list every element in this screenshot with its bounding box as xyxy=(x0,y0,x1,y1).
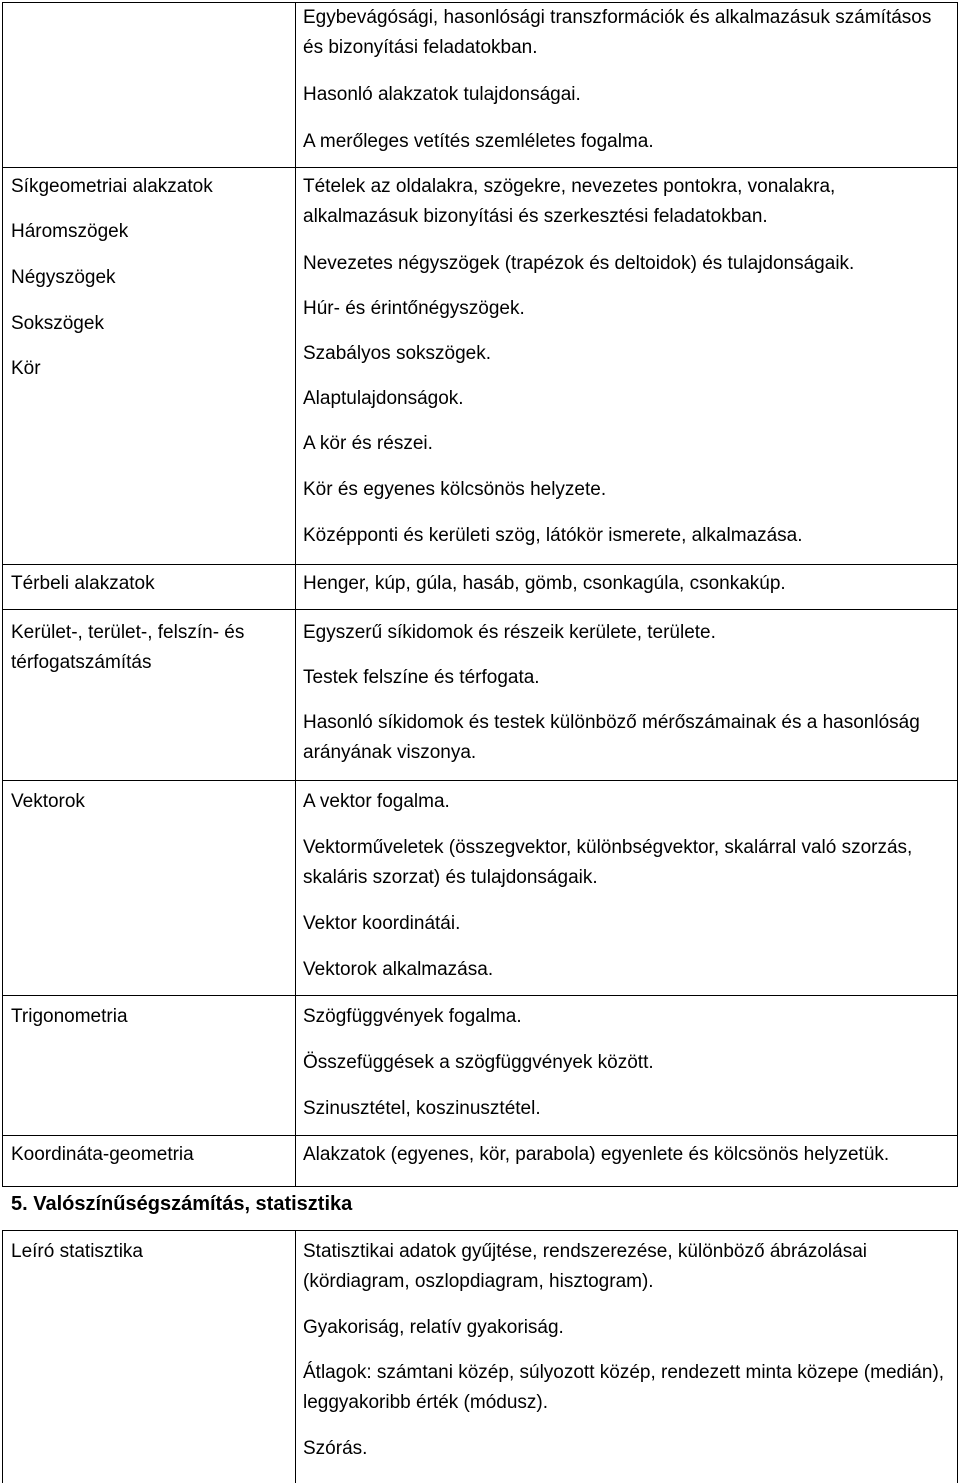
category-label: Vektorok xyxy=(11,791,85,812)
row-5-category xyxy=(11,1002,286,1032)
row-divider xyxy=(2,995,958,996)
topic-item: Szabályos sokszögek. xyxy=(303,343,491,364)
table2-border-top xyxy=(2,1230,958,1231)
topic-item: Alakzatok (egyenes, kör, parabola) egyenlete és kölcsönös helyzetük. xyxy=(303,1144,890,1165)
category-label: Négyszögek xyxy=(11,267,116,288)
category-label: Síkgeometriai alakzatok xyxy=(11,176,213,197)
section-title: 5. Valószínűségszámítás, statisztika xyxy=(11,1193,353,1215)
category-label: Trigonometria xyxy=(11,1006,128,1027)
topic-item: A merőleges vetítés szemléletes fogalma. xyxy=(303,131,654,152)
category-label: Koordináta-geometria xyxy=(11,1144,194,1165)
topic-item: Tételek az oldalakra, szögekre, nevezetes pontokra, vonalakra, alkalmazásuk bizonyítási és szerkesztési feladatokban. xyxy=(303,176,836,227)
topic-item: Szórás. xyxy=(303,1438,368,1459)
topic-item: Vektorok alkalmazása. xyxy=(303,959,494,980)
topic-item: Átlagok: számtani közép, súlyozott közép, rendezett minta közepe (medián), leggyakoribb érték (módusz). xyxy=(303,1362,945,1413)
row-2-category xyxy=(11,569,286,599)
row-3-content xyxy=(303,618,953,768)
topic-item: Egyszerű síkidomok és részeik kerülete, területe. xyxy=(303,622,716,643)
category-label: Háromszögek xyxy=(11,221,129,242)
row-5-content xyxy=(303,1002,953,1124)
topic-item: A kör és részei. xyxy=(303,433,433,454)
category-label: Kör xyxy=(11,358,41,379)
row-divider xyxy=(2,780,958,781)
category-label: Kerület-, terület-, felszín- és térfogatszámítás xyxy=(11,622,245,673)
topic-item: Testek felszíne és térfogata. xyxy=(303,667,540,688)
row-2-content xyxy=(303,569,953,599)
topic-item: Összefüggések a szögfüggvények között. xyxy=(303,1052,654,1073)
category-label: Térbeli alakzatok xyxy=(11,573,155,594)
topic-item: Hasonló alakzatok tulajdonságai. xyxy=(303,84,581,105)
table-column-divider xyxy=(295,2,296,1187)
row-divider xyxy=(2,167,958,168)
row-6-content xyxy=(303,1140,953,1170)
table2-border-left xyxy=(2,1230,3,1483)
table-border-left xyxy=(2,2,3,1187)
topic-item: A vektor fogalma. xyxy=(303,791,450,812)
topic-item: Szögfüggvények fogalma. xyxy=(303,1006,522,1027)
table-border-bottom xyxy=(2,1186,958,1187)
row-4-content xyxy=(303,787,953,985)
table2-column-divider xyxy=(295,1230,296,1483)
row-6-category xyxy=(11,1140,286,1170)
row-divider xyxy=(2,609,958,610)
topic-item: Henger, kúp, gúla, hasáb, gömb, csonkagúla, csonkakúp. xyxy=(303,573,786,594)
row-1-content xyxy=(303,172,953,551)
table2-border-right xyxy=(957,1230,958,1483)
topic-item: Alaptulajdonságok. xyxy=(303,388,464,409)
table2-row-0-category xyxy=(11,1237,286,1267)
table-border-right xyxy=(957,2,958,1187)
topic-item: Középponti és kerületi szög, látókör ismerete, alkalmazása. xyxy=(303,525,803,546)
topic-item: Gyakoriság, relatív gyakoriság. xyxy=(303,1317,564,1338)
topic-item: Szinusztétel, koszinusztétel. xyxy=(303,1098,541,1119)
topic-item: Egybevágósági, hasonlósági transzformációk és alkalmazásuk számításos és bizonyítási feladatokban. xyxy=(303,7,932,58)
topic-item: Hasonló síkidomok és testek különböző mérőszámainak és a hasonlóság arányának viszonya. xyxy=(303,712,920,763)
row-1-category xyxy=(11,172,286,384)
topic-item: Nevezetes négyszögek (trapézok és deltoidok) és tulajdonságaik. xyxy=(303,253,855,274)
row-3-category xyxy=(11,618,286,678)
row-divider xyxy=(2,1135,958,1136)
topic-item: Vektor koordinátái. xyxy=(303,913,461,934)
table2-row-0-content xyxy=(303,1237,953,1464)
topic-item: Statisztikai adatok gyűjtése, rendszerezése, különböző ábrázolásai (kördiagram, oszlopdiagram, hisztogram). xyxy=(303,1241,867,1292)
topic-item: Kör és egyenes kölcsönös helyzete. xyxy=(303,479,607,500)
topic-item: Vektorműveletek (összegvektor, különbségvektor, skalárral való szorzás, skaláris szorzat) és tulajdonságaik. xyxy=(303,837,913,888)
topic-item: Húr- és érintőnégyszögek. xyxy=(303,298,525,319)
category-label: Leíró statisztika xyxy=(11,1241,143,1262)
category-label: Sokszögek xyxy=(11,313,104,334)
row-divider xyxy=(2,564,958,565)
row-4-category xyxy=(11,787,286,817)
row-0-content xyxy=(303,3,953,157)
